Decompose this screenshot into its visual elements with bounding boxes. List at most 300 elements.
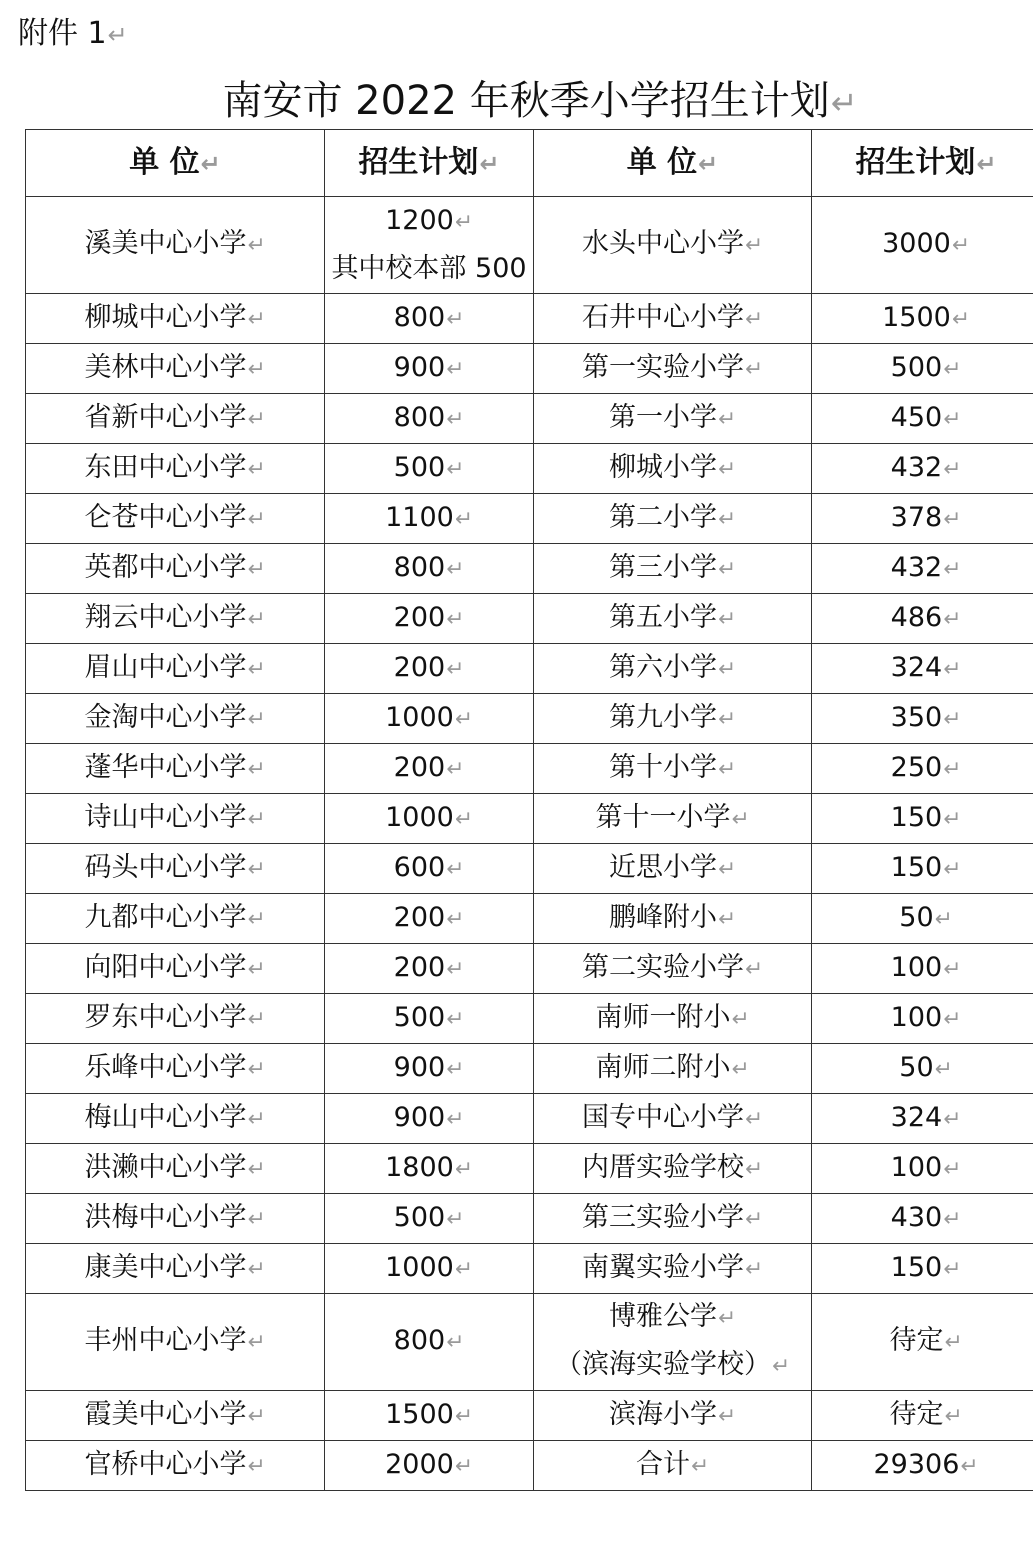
cell-unit-1	[26, 744, 325, 794]
cell-text: 2000	[385, 1448, 454, 1480]
cell-unit-1	[26, 644, 325, 694]
cell-text: 南师二附小	[595, 1051, 731, 1083]
paragraph-mark-icon: ↵	[200, 149, 221, 178]
paragraph-mark-icon: ↵	[446, 1206, 465, 1232]
paragraph-mark-icon: ↵	[717, 656, 737, 682]
paragraph-mark-icon: ↵	[944, 1330, 963, 1355]
table-row	[26, 344, 1033, 394]
enrollment-plan-table	[25, 129, 1033, 1491]
cell-text: 1100	[385, 501, 454, 533]
paragraph-mark-icon: ↵	[454, 1256, 473, 1282]
paragraph-mark-icon: ↵	[247, 1403, 266, 1429]
cell-plan-1	[325, 994, 534, 1044]
paragraph-mark-icon: ↵	[960, 1453, 979, 1479]
table-row	[26, 544, 1033, 594]
cell-text: 486	[890, 601, 943, 633]
cell-plan-2	[812, 197, 1033, 294]
table-row	[26, 197, 1033, 294]
cell-text: 省新中心小学	[84, 401, 247, 433]
cell-text: 第一实验小学	[581, 351, 744, 383]
paragraph-mark-icon: ↵	[744, 1206, 764, 1232]
header-plan-2	[812, 130, 1033, 197]
paragraph-mark-icon: ↵	[731, 1056, 750, 1082]
cell-text: 仑苍中心小学	[84, 501, 247, 533]
cell-text: 柳城中心小学	[84, 301, 247, 333]
cell-text: 第二实验小学	[581, 951, 744, 983]
cell-unit-2	[534, 694, 812, 744]
cell-plan-1	[325, 594, 534, 644]
cell-text: 合计	[635, 1448, 690, 1480]
cell-text: 第三小学	[608, 551, 717, 583]
cell-plan-1	[325, 1144, 534, 1194]
paragraph-mark-icon: ↵	[446, 956, 465, 982]
cell-plan-2	[812, 744, 1033, 794]
table-row	[26, 744, 1033, 794]
paragraph-mark-icon: ↵	[247, 606, 266, 632]
cell-plan-2	[812, 1244, 1033, 1294]
cell-unit-2	[534, 1244, 812, 1294]
cell-plan-1	[325, 1244, 534, 1294]
attachment-label-text: 附件 1	[18, 16, 107, 51]
cell-unit-2	[534, 444, 812, 494]
table-row	[26, 1391, 1033, 1441]
cell-text: 1000	[385, 1251, 454, 1283]
paragraph-mark-icon: ↵	[446, 456, 465, 482]
paragraph-mark-icon: ↵	[717, 456, 737, 482]
cell-unit-2	[534, 594, 812, 644]
cell-unit-2	[534, 494, 812, 544]
cell-text: 150	[890, 801, 943, 833]
cell-text: 100	[890, 1151, 943, 1183]
paragraph-mark-icon: ↵	[944, 1403, 963, 1429]
cell-plan-2	[812, 444, 1033, 494]
paragraph-mark-icon: ↵	[744, 356, 764, 382]
paragraph-mark-icon: ↵	[717, 606, 737, 632]
cell-plan-1	[325, 794, 534, 844]
cell-unit-1	[26, 197, 325, 294]
header-plan-1	[325, 130, 534, 197]
cell-text: 500	[393, 451, 446, 483]
paragraph-mark-icon: ↵	[454, 1403, 473, 1429]
paragraph-mark-icon: ↵	[446, 1006, 465, 1032]
paragraph-mark-icon: ↵	[943, 606, 962, 632]
cell-plan-2	[812, 1094, 1033, 1144]
cell-text: 500	[393, 1201, 446, 1233]
cell-text: 第六小学	[608, 651, 717, 683]
cell-text: 1500	[385, 1398, 454, 1430]
cell-unit-2	[534, 894, 812, 944]
cell-text: 350	[890, 701, 943, 733]
paragraph-mark-icon: ↵	[247, 306, 266, 332]
cell-text: 50	[899, 1051, 934, 1083]
cell-unit-2	[534, 994, 812, 1044]
paragraph-mark-icon: ↵	[479, 149, 500, 178]
paragraph-mark-icon: ↵	[107, 21, 128, 49]
cell-plan-2	[812, 1391, 1033, 1441]
cell-text: 200	[393, 901, 446, 933]
paragraph-mark-icon: ↵	[247, 1056, 266, 1082]
paragraph-mark-icon: ↵	[717, 906, 737, 932]
paragraph-mark-icon: ↵	[943, 756, 962, 782]
paragraph-mark-icon: ↵	[943, 506, 962, 532]
cell-plan-2	[812, 1044, 1033, 1094]
cell-text: 432	[890, 551, 943, 583]
cell-text: 200	[393, 951, 446, 983]
cell-text: 南师一附小	[595, 1001, 731, 1033]
paragraph-mark-icon: ↵	[744, 1156, 764, 1182]
paragraph-mark-icon: ↵	[454, 806, 473, 832]
paragraph-mark-icon: ↵	[943, 656, 962, 682]
paragraph-mark-icon: ↵	[247, 556, 266, 582]
cell-text: 250	[890, 751, 943, 783]
paragraph-mark-icon: ↵	[247, 506, 266, 532]
cell-text: 1200	[385, 205, 454, 236]
cell-text: 官桥中心小学	[84, 1448, 247, 1480]
paragraph-mark-icon: ↵	[247, 456, 266, 482]
cell-text: 第九小学	[608, 701, 717, 733]
paragraph-mark-icon: ↵	[943, 706, 962, 732]
table-row	[26, 444, 1033, 494]
cell-text: 溪美中心小学	[84, 228, 247, 259]
cell-text: 第一小学	[608, 401, 717, 433]
cell-text: 432	[890, 451, 943, 483]
cell-unit-1	[26, 344, 325, 394]
table-row	[26, 1441, 1033, 1491]
cell-text: 324	[890, 1101, 943, 1133]
cell-text: 150	[890, 851, 943, 883]
paragraph-mark-icon: ↵	[247, 956, 266, 982]
paragraph-mark-icon: ↵	[247, 406, 266, 432]
cell-text: 诗山中心小学	[84, 801, 247, 833]
cell-text: 900	[393, 1101, 446, 1133]
cell-unit-2	[534, 344, 812, 394]
paragraph-mark-icon: ↵	[717, 1403, 737, 1429]
paragraph-mark-icon: ↵	[247, 706, 266, 732]
cell-plan-1	[325, 744, 534, 794]
cell-text: 3000	[882, 228, 951, 259]
table-row	[26, 1094, 1033, 1144]
paragraph-mark-icon: ↵	[247, 1256, 266, 1282]
paragraph-mark-icon: ↵	[943, 1006, 962, 1032]
cell-unit-2-note: （滨海实验学校）	[554, 1349, 771, 1380]
cell-text: 博雅公学	[608, 1301, 717, 1332]
paragraph-mark-icon: ↵	[247, 1453, 266, 1479]
cell-plan-2	[812, 344, 1033, 394]
paragraph-mark-icon: ↵	[943, 356, 962, 382]
paragraph-mark-icon: ↵	[744, 306, 764, 332]
paragraph-mark-icon: ↵	[454, 1156, 473, 1182]
cell-unit-1	[26, 1294, 325, 1391]
cell-text: 378	[890, 501, 943, 533]
paragraph-mark-icon: ↵	[446, 1056, 465, 1082]
cell-unit-2	[534, 294, 812, 344]
cell-plan-2	[812, 894, 1033, 944]
cell-text: 向阳中心小学	[84, 951, 247, 983]
cell-text: 内厝实验学校	[581, 1151, 744, 1183]
paragraph-mark-icon: ↵	[247, 756, 266, 782]
cell-text: 九都中心小学	[84, 901, 247, 933]
cell-unit-1	[26, 1144, 325, 1194]
cell-unit-2	[534, 544, 812, 594]
cell-text: 乐峰中心小学	[84, 1051, 247, 1083]
paragraph-mark-icon: ↵	[717, 506, 737, 532]
cell-text: 美林中心小学	[84, 351, 247, 383]
cell-unit-1	[26, 444, 325, 494]
paragraph-mark-icon: ↵	[943, 1156, 962, 1182]
cell-unit-2	[534, 1391, 812, 1441]
paragraph-mark-icon: ↵	[744, 956, 764, 982]
cell-unit-2	[534, 744, 812, 794]
cell-unit-2	[534, 1044, 812, 1094]
cell-plan-1	[325, 1044, 534, 1094]
cell-text: 900	[393, 1051, 446, 1083]
cell-text: 水头中心小学	[581, 228, 744, 259]
paragraph-mark-icon: ↵	[247, 856, 266, 882]
page-title	[0, 76, 1033, 128]
table-row	[26, 1044, 1033, 1094]
cell-plan-2	[812, 1144, 1033, 1194]
cell-unit-1	[26, 894, 325, 944]
cell-plan-2	[812, 944, 1033, 994]
paragraph-mark-icon: ↵	[951, 233, 970, 258]
cell-text: 800	[393, 1325, 446, 1356]
paragraph-mark-icon: ↵	[690, 1453, 710, 1479]
paragraph-mark-icon: ↵	[744, 1256, 764, 1282]
cell-text: 200	[393, 751, 446, 783]
paragraph-mark-icon: ↵	[744, 233, 764, 258]
cell-plan-2	[812, 294, 1033, 344]
cell-text: 50	[899, 901, 934, 933]
cell-plan-1	[325, 1094, 534, 1144]
paragraph-mark-icon: ↵	[943, 456, 962, 482]
paragraph-mark-icon: ↵	[247, 1006, 266, 1032]
paragraph-mark-icon: ↵	[247, 1106, 266, 1132]
cell-text: 东田中心小学	[84, 451, 247, 483]
cell-text: 第十一小学	[595, 801, 731, 833]
paragraph-mark-icon: ↵	[446, 406, 465, 432]
cell-text: 100	[890, 951, 943, 983]
cell-text: 码头中心小学	[84, 851, 247, 883]
cell-text: 近思小学	[608, 851, 717, 883]
cell-text: 430	[890, 1201, 943, 1233]
paragraph-mark-icon: ↵	[731, 806, 750, 832]
paragraph-mark-icon: ↵	[454, 706, 473, 732]
paragraph-mark-icon: ↵	[943, 1106, 962, 1132]
cell-plan-1	[325, 694, 534, 744]
cell-unit-1	[26, 844, 325, 894]
cell-text: 滨海小学	[608, 1398, 717, 1430]
attachment-label	[18, 14, 128, 55]
cell-text: 900	[393, 351, 446, 383]
cell-text: 招生计划	[358, 144, 479, 180]
paragraph-mark-icon: ↵	[454, 210, 473, 235]
table-row	[26, 894, 1033, 944]
cell-text: 500	[393, 1001, 446, 1033]
cell-text: 待定	[889, 1398, 944, 1430]
cell-unit-2	[534, 844, 812, 894]
cell-plan-1	[325, 1294, 534, 1391]
paragraph-mark-icon: ↵	[446, 306, 465, 332]
cell-text: 待定	[889, 1325, 944, 1356]
cell-text: 招生计划	[855, 144, 976, 180]
paragraph-mark-icon: ↵	[446, 556, 465, 582]
cell-text: 450	[890, 401, 943, 433]
table-row	[26, 944, 1033, 994]
cell-unit-2	[534, 1094, 812, 1144]
cell-plan-1	[325, 844, 534, 894]
cell-unit-1	[26, 494, 325, 544]
cell-text: 翔云中心小学	[84, 601, 247, 633]
cell-text: 600	[393, 851, 446, 883]
cell-plan-2	[812, 694, 1033, 744]
cell-unit-2	[534, 1441, 812, 1491]
cell-plan-2	[812, 994, 1033, 1044]
cell-text: 100	[890, 1001, 943, 1033]
paragraph-mark-icon: ↵	[698, 149, 719, 178]
paragraph-mark-icon: ↵	[446, 756, 465, 782]
cell-text: 蓬华中心小学	[84, 751, 247, 783]
cell-plan-1	[325, 294, 534, 344]
paragraph-mark-icon: ↵	[446, 856, 465, 882]
paragraph-mark-icon: ↵	[247, 233, 266, 258]
cell-unit-1	[26, 694, 325, 744]
cell-unit-2	[534, 944, 812, 994]
cell-unit-1	[26, 1391, 325, 1441]
table-row	[26, 794, 1033, 844]
paragraph-mark-icon: ↵	[951, 306, 970, 332]
cell-text: 洪濑中心小学	[84, 1151, 247, 1183]
cell-unit-1	[26, 794, 325, 844]
paragraph-mark-icon: ↵	[247, 1206, 266, 1232]
paragraph-mark-icon: ↵	[247, 806, 266, 832]
cell-plan-1	[325, 944, 534, 994]
table-row	[26, 994, 1033, 1044]
table-row	[26, 844, 1033, 894]
cell-plan-1-note: 其中校本部 500	[331, 253, 527, 284]
cell-text: 第十小学	[608, 751, 717, 783]
paragraph-mark-icon: ↵	[454, 506, 473, 532]
table-row	[26, 1294, 1033, 1391]
cell-plan-1	[325, 1441, 534, 1491]
cell-unit-1	[26, 1244, 325, 1294]
cell-unit-2	[534, 794, 812, 844]
cell-text: 国专中心小学	[581, 1101, 744, 1133]
cell-text: 1000	[385, 701, 454, 733]
cell-text: 石井中心小学	[581, 301, 744, 333]
table-row	[26, 294, 1033, 344]
cell-unit-2	[534, 644, 812, 694]
cell-text: 29306	[873, 1448, 960, 1480]
cell-text: 800	[393, 301, 446, 333]
cell-unit-2	[534, 1144, 812, 1194]
cell-text: 金淘中心小学	[84, 701, 247, 733]
table-row	[26, 494, 1033, 544]
paragraph-mark-icon: ↵	[943, 1206, 962, 1232]
paragraph-mark-icon: ↵	[943, 956, 962, 982]
cell-plan-2	[812, 844, 1033, 894]
paragraph-mark-icon: ↵	[830, 84, 858, 122]
cell-unit-2	[534, 197, 812, 294]
paragraph-mark-icon: ↵	[446, 606, 465, 632]
cell-plan-1	[325, 894, 534, 944]
cell-text: 500	[890, 351, 943, 383]
cell-unit-1	[26, 1194, 325, 1244]
paragraph-mark-icon: ↵	[744, 1106, 764, 1132]
cell-plan-2	[812, 644, 1033, 694]
paragraph-mark-icon: ↵	[976, 149, 997, 178]
cell-text: 罗东中心小学	[84, 1001, 247, 1033]
cell-text: 柳城小学	[608, 451, 717, 483]
cell-plan-2	[812, 1194, 1033, 1244]
cell-plan-2	[812, 494, 1033, 544]
cell-plan-1	[325, 644, 534, 694]
cell-unit-1	[26, 1441, 325, 1491]
paragraph-mark-icon: ↵	[717, 556, 737, 582]
cell-plan-2	[812, 1294, 1033, 1391]
paragraph-mark-icon: ↵	[247, 656, 266, 682]
cell-plan-1	[325, 344, 534, 394]
cell-unit-2	[534, 394, 812, 444]
cell-text: 南翼实验小学	[581, 1251, 744, 1283]
paragraph-mark-icon: ↵	[771, 1354, 791, 1379]
page-title-text: 南安市 2022 年秋季小学招生计划	[222, 78, 830, 124]
paragraph-mark-icon: ↵	[934, 1056, 953, 1082]
paragraph-mark-icon: ↵	[717, 1306, 737, 1331]
paragraph-mark-icon: ↵	[717, 706, 737, 732]
paragraph-mark-icon: ↵	[943, 1256, 962, 1282]
paragraph-mark-icon: ↵	[446, 1330, 465, 1355]
cell-plan-1	[325, 544, 534, 594]
cell-text: 第五小学	[608, 601, 717, 633]
paragraph-mark-icon: ↵	[717, 856, 737, 882]
paragraph-mark-icon: ↵	[454, 1453, 473, 1479]
cell-plan-1	[325, 1391, 534, 1441]
cell-text: 1500	[882, 301, 951, 333]
cell-unit-1	[26, 944, 325, 994]
paragraph-mark-icon: ↵	[943, 856, 962, 882]
paragraph-mark-icon: ↵	[934, 906, 953, 932]
cell-text: 英都中心小学	[84, 551, 247, 583]
table-row	[26, 1244, 1033, 1294]
cell-text: 324	[890, 651, 943, 683]
cell-text: 单 位	[129, 144, 200, 180]
cell-text: 200	[393, 651, 446, 683]
cell-text: 丰州中心小学	[84, 1325, 247, 1356]
paragraph-mark-icon: ↵	[446, 356, 465, 382]
header-unit-1	[26, 130, 325, 197]
paragraph-mark-icon: ↵	[717, 406, 737, 432]
cell-text: 800	[393, 551, 446, 583]
cell-plan-2	[812, 1441, 1033, 1491]
paragraph-mark-icon: ↵	[446, 1106, 465, 1132]
cell-text: 鹏峰附小	[608, 901, 717, 933]
cell-text: 单 位	[626, 144, 698, 180]
table-row	[26, 694, 1033, 744]
table-row	[26, 594, 1033, 644]
cell-plan-1	[325, 1194, 534, 1244]
cell-text: 800	[393, 401, 446, 433]
header-unit-2	[534, 130, 812, 197]
table-header-row	[26, 130, 1033, 197]
cell-unit-1	[26, 294, 325, 344]
cell-plan-1	[325, 444, 534, 494]
table-row	[26, 1194, 1033, 1244]
cell-plan-1	[325, 494, 534, 544]
paragraph-mark-icon: ↵	[446, 656, 465, 682]
table-row	[26, 1144, 1033, 1194]
paragraph-mark-icon: ↵	[943, 556, 962, 582]
cell-text: 第三实验小学	[581, 1201, 744, 1233]
